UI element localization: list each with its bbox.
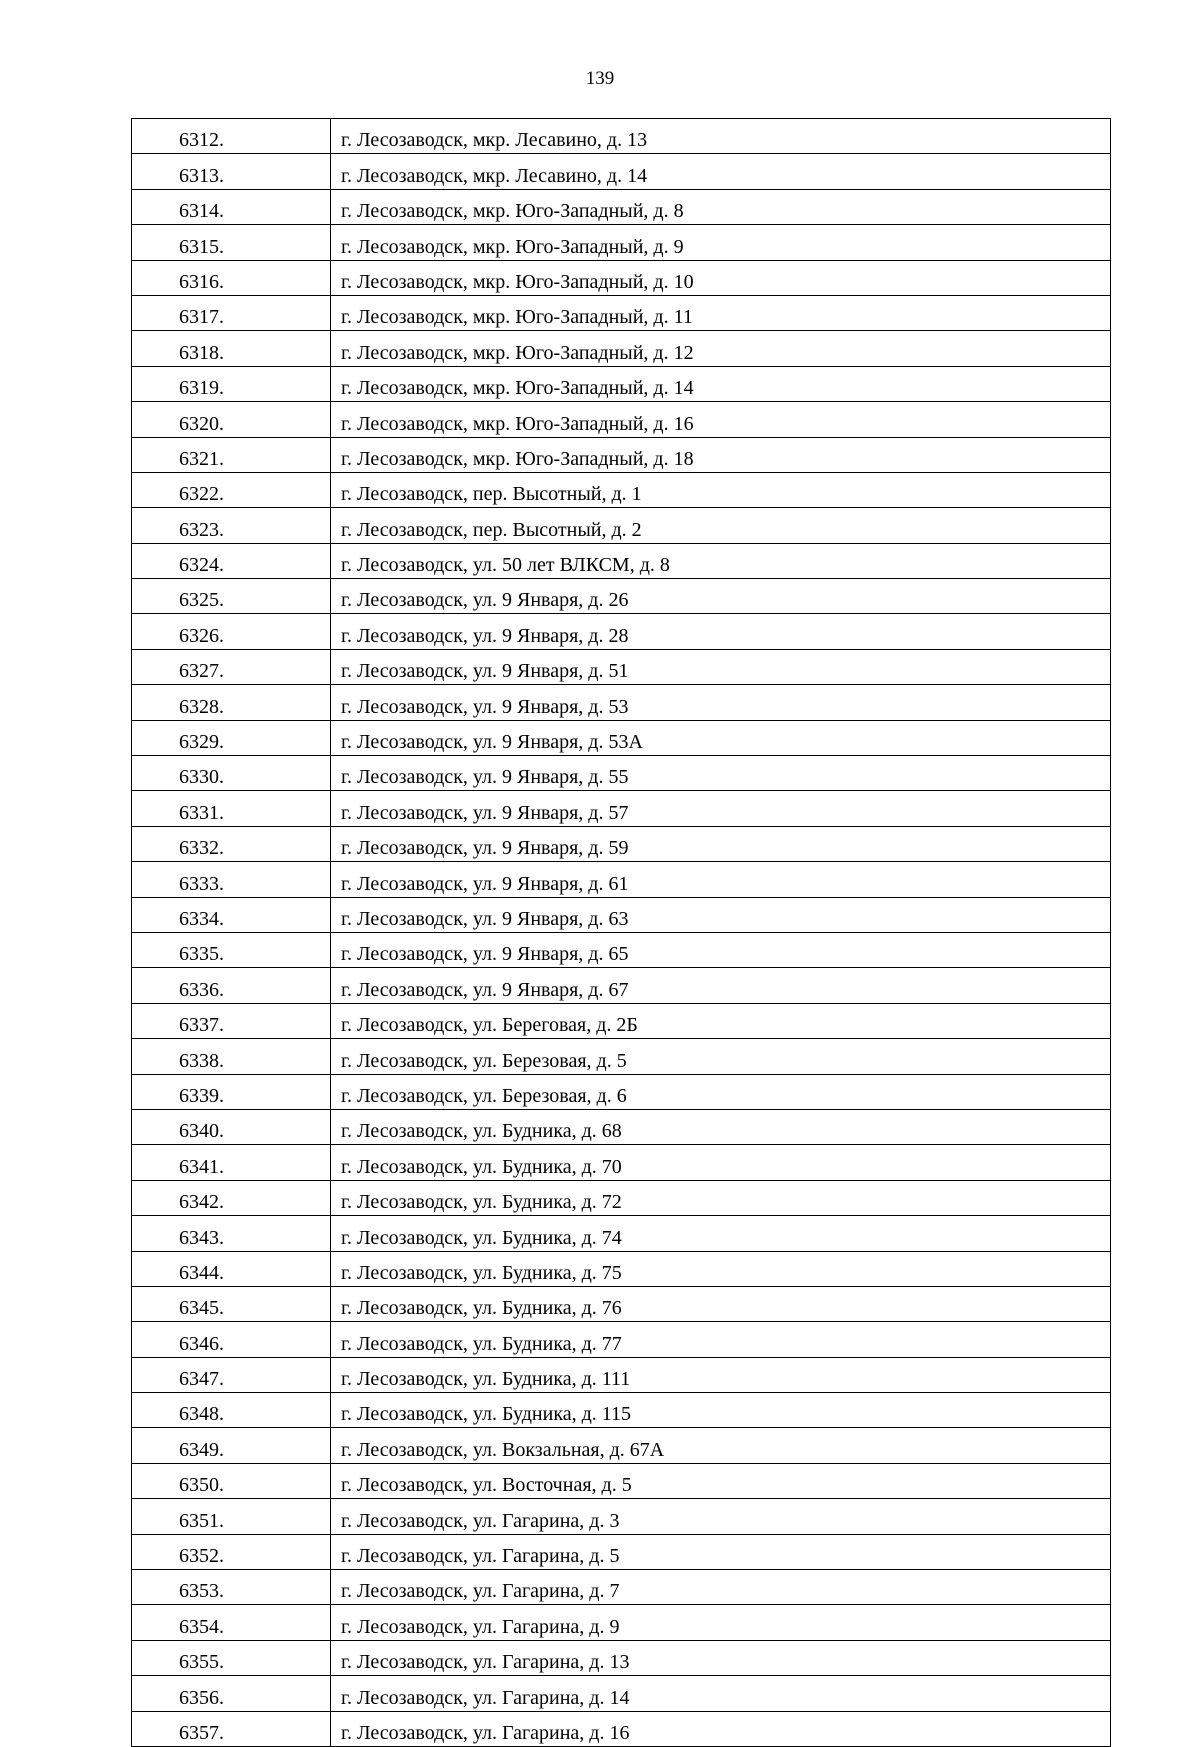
row-number-cell: 6324. — [132, 543, 331, 578]
address-cell: г. Лесозаводск, ул. Будника, д. 68 — [331, 1109, 1111, 1144]
table-row — [132, 1428, 1111, 1463]
row-number-cell: 6340. — [132, 1109, 331, 1144]
row-number-cell: 6356. — [132, 1676, 331, 1711]
address-cell: г. Лесозаводск, ул. Гагарина, д. 9 — [331, 1605, 1111, 1640]
row-number-cell: 6347. — [132, 1357, 331, 1392]
row-number-cell: 6351. — [132, 1499, 331, 1534]
table-row — [132, 579, 1111, 614]
address-table-body — [132, 119, 1111, 1747]
table-row — [132, 791, 1111, 826]
row-number-cell: 6344. — [132, 1251, 331, 1286]
address-cell: г. Лесозаводск, ул. 9 Января, д. 63 — [331, 897, 1111, 932]
table-row — [132, 614, 1111, 649]
table-row — [132, 1676, 1111, 1711]
row-number-cell: 6357. — [132, 1711, 331, 1746]
row-number-cell: 6321. — [132, 437, 331, 472]
address-cell: г. Лесозаводск, ул. 9 Января, д. 59 — [331, 826, 1111, 861]
address-cell: г. Лесозаводск, мкр. Юго-Западный, д. 16 — [331, 402, 1111, 437]
table-row — [132, 1039, 1111, 1074]
row-number-cell: 6312. — [132, 119, 331, 154]
address-cell: г. Лесозаводск, ул. Будника, д. 75 — [331, 1251, 1111, 1286]
address-cell: г. Лесозаводск, ул. Будника, д. 111 — [331, 1357, 1111, 1392]
row-number-cell: 6318. — [132, 331, 331, 366]
row-number-cell: 6320. — [132, 402, 331, 437]
table-row — [132, 1145, 1111, 1180]
row-number-cell: 6335. — [132, 932, 331, 967]
address-cell: г. Лесозаводск, ул. 9 Января, д. 53 — [331, 685, 1111, 720]
address-cell: г. Лесозаводск, ул. 9 Января, д. 67 — [331, 968, 1111, 1003]
address-cell: г. Лесозаводск, ул. Будника, д. 72 — [331, 1180, 1111, 1215]
address-cell: г. Лесозаводск, мкр. Юго-Западный, д. 18 — [331, 437, 1111, 472]
table-row — [132, 119, 1111, 154]
row-number-cell: 6341. — [132, 1145, 331, 1180]
address-cell: г. Лесозаводск, ул. Восточная, д. 5 — [331, 1463, 1111, 1498]
table-row — [132, 1109, 1111, 1144]
table-row — [132, 932, 1111, 967]
row-number-cell: 6355. — [132, 1640, 331, 1675]
table-row — [132, 402, 1111, 437]
address-cell: г. Лесозаводск, мкр. Юго-Западный, д. 10 — [331, 260, 1111, 295]
table-row — [132, 1640, 1111, 1675]
address-cell: г. Лесозаводск, ул. 9 Января, д. 61 — [331, 862, 1111, 897]
table-row — [132, 1605, 1111, 1640]
table-row — [132, 756, 1111, 791]
row-number-cell: 6323. — [132, 508, 331, 543]
address-cell: г. Лесозаводск, ул. Гагарина, д. 5 — [331, 1534, 1111, 1569]
address-cell: г. Лесозаводск, ул. Будника, д. 70 — [331, 1145, 1111, 1180]
page-number: 139 — [585, 68, 615, 89]
row-number-cell: 6328. — [132, 685, 331, 720]
address-cell: г. Лесозаводск, мкр. Юго-Западный, д. 11 — [331, 295, 1111, 330]
table-row — [132, 1251, 1111, 1286]
address-cell: г. Лесозаводск, ул. Гагарина, д. 16 — [331, 1711, 1111, 1746]
address-table — [131, 118, 1111, 1747]
table-row — [132, 1499, 1111, 1534]
row-number-cell: 6350. — [132, 1463, 331, 1498]
table-row — [132, 225, 1111, 260]
row-number-cell: 6339. — [132, 1074, 331, 1109]
address-cell: г. Лесозаводск, пер. Высотный, д. 1 — [331, 472, 1111, 507]
table-row — [132, 1180, 1111, 1215]
address-cell: г. Лесозаводск, ул. Березовая, д. 5 — [331, 1039, 1111, 1074]
table-row — [132, 1534, 1111, 1569]
table-row — [132, 295, 1111, 330]
address-cell: г. Лесозаводск, ул. 9 Января, д. 26 — [331, 579, 1111, 614]
row-number-cell: 6354. — [132, 1605, 331, 1640]
table-row — [132, 685, 1111, 720]
address-cell: г. Лесозаводск, ул. Гагарина, д. 14 — [331, 1676, 1111, 1711]
address-cell: г. Лесозаводск, ул. Березовая, д. 6 — [331, 1074, 1111, 1109]
table-row — [132, 720, 1111, 755]
row-number-cell: 6315. — [132, 225, 331, 260]
address-cell: г. Лесозаводск, ул. 9 Января, д. 57 — [331, 791, 1111, 826]
address-cell: г. Лесозаводск, ул. Будника, д. 76 — [331, 1286, 1111, 1321]
row-number-cell: 6314. — [132, 189, 331, 224]
row-number-cell: 6325. — [132, 579, 331, 614]
address-cell: г. Лесозаводск, ул. 9 Января, д. 55 — [331, 756, 1111, 791]
row-number-cell: 6317. — [132, 295, 331, 330]
table-row — [132, 862, 1111, 897]
row-number-cell: 6336. — [132, 968, 331, 1003]
table-row — [132, 260, 1111, 295]
row-number-cell: 6343. — [132, 1216, 331, 1251]
table-row — [132, 508, 1111, 543]
table-row — [132, 366, 1111, 401]
address-cell: г. Лесозаводск, ул. Гагарина, д. 3 — [331, 1499, 1111, 1534]
table-row — [132, 968, 1111, 1003]
table-row — [132, 154, 1111, 189]
address-cell: г. Лесозаводск, ул. Гагарина, д. 7 — [331, 1570, 1111, 1605]
address-cell: г. Лесозаводск, мкр. Юго-Западный, д. 12 — [331, 331, 1111, 366]
row-number-cell: 6349. — [132, 1428, 331, 1463]
row-number-cell: 6313. — [132, 154, 331, 189]
address-cell: г. Лесозаводск, ул. 9 Января, д. 53А — [331, 720, 1111, 755]
row-number-cell: 6342. — [132, 1180, 331, 1215]
address-cell: г. Лесозаводск, ул. Будника, д. 77 — [331, 1322, 1111, 1357]
row-number-cell: 6352. — [132, 1534, 331, 1569]
table-row — [132, 472, 1111, 507]
address-cell: г. Лесозаводск, ул. 9 Января, д. 51 — [331, 649, 1111, 684]
table-row — [132, 826, 1111, 861]
row-number-cell: 6332. — [132, 826, 331, 861]
table-row — [132, 1322, 1111, 1357]
table-row — [132, 543, 1111, 578]
table-row — [132, 437, 1111, 472]
address-cell: г. Лесозаводск, ул. 9 Января, д. 65 — [331, 932, 1111, 967]
address-cell: г. Лесозаводск, ул. 9 Января, д. 28 — [331, 614, 1111, 649]
table-row — [132, 1074, 1111, 1109]
row-number-cell: 6353. — [132, 1570, 331, 1605]
address-cell: г. Лесозаводск, ул. Береговая, д. 2Б — [331, 1003, 1111, 1038]
table-row — [132, 1463, 1111, 1498]
row-number-cell: 6346. — [132, 1322, 331, 1357]
address-cell: г. Лесозаводск, ул. Гагарина, д. 13 — [331, 1640, 1111, 1675]
row-number-cell: 6329. — [132, 720, 331, 755]
row-number-cell: 6330. — [132, 756, 331, 791]
row-number-cell: 6345. — [132, 1286, 331, 1321]
row-number-cell: 6316. — [132, 260, 331, 295]
row-number-cell: 6322. — [132, 472, 331, 507]
address-cell: г. Лесозаводск, мкр. Юго-Западный, д. 9 — [331, 225, 1111, 260]
table-row — [132, 1286, 1111, 1321]
address-cell: г. Лесозаводск, ул. Будника, д. 74 — [331, 1216, 1111, 1251]
row-number-cell: 6348. — [132, 1393, 331, 1428]
table-row — [132, 1711, 1111, 1746]
address-cell: г. Лесозаводск, мкр. Юго-Западный, д. 14 — [331, 366, 1111, 401]
table-row — [132, 331, 1111, 366]
row-number-cell: 6319. — [132, 366, 331, 401]
row-number-cell: 6337. — [132, 1003, 331, 1038]
row-number-cell: 6338. — [132, 1039, 331, 1074]
address-cell: г. Лесозаводск, ул. Будника, д. 115 — [331, 1393, 1111, 1428]
row-number-cell: 6327. — [132, 649, 331, 684]
row-number-cell: 6333. — [132, 862, 331, 897]
table-row — [132, 1003, 1111, 1038]
address-cell: г. Лесозаводск, ул. 50 лет ВЛКСМ, д. 8 — [331, 543, 1111, 578]
table-row — [132, 1393, 1111, 1428]
table-row — [132, 1357, 1111, 1392]
table-row — [132, 649, 1111, 684]
address-cell: г. Лесозаводск, мкр. Лесавино, д. 14 — [331, 154, 1111, 189]
address-cell: г. Лесозаводск, мкр. Лесавино, д. 13 — [331, 119, 1111, 154]
table-row — [132, 189, 1111, 224]
table-row — [132, 1216, 1111, 1251]
address-cell: г. Лесозаводск, пер. Высотный, д. 2 — [331, 508, 1111, 543]
address-cell: г. Лесозаводск, ул. Вокзальная, д. 67А — [331, 1428, 1111, 1463]
row-number-cell: 6331. — [132, 791, 331, 826]
row-number-cell: 6334. — [132, 897, 331, 932]
address-cell: г. Лесозаводск, мкр. Юго-Западный, д. 8 — [331, 189, 1111, 224]
table-row — [132, 1570, 1111, 1605]
row-number-cell: 6326. — [132, 614, 331, 649]
table-row — [132, 897, 1111, 932]
